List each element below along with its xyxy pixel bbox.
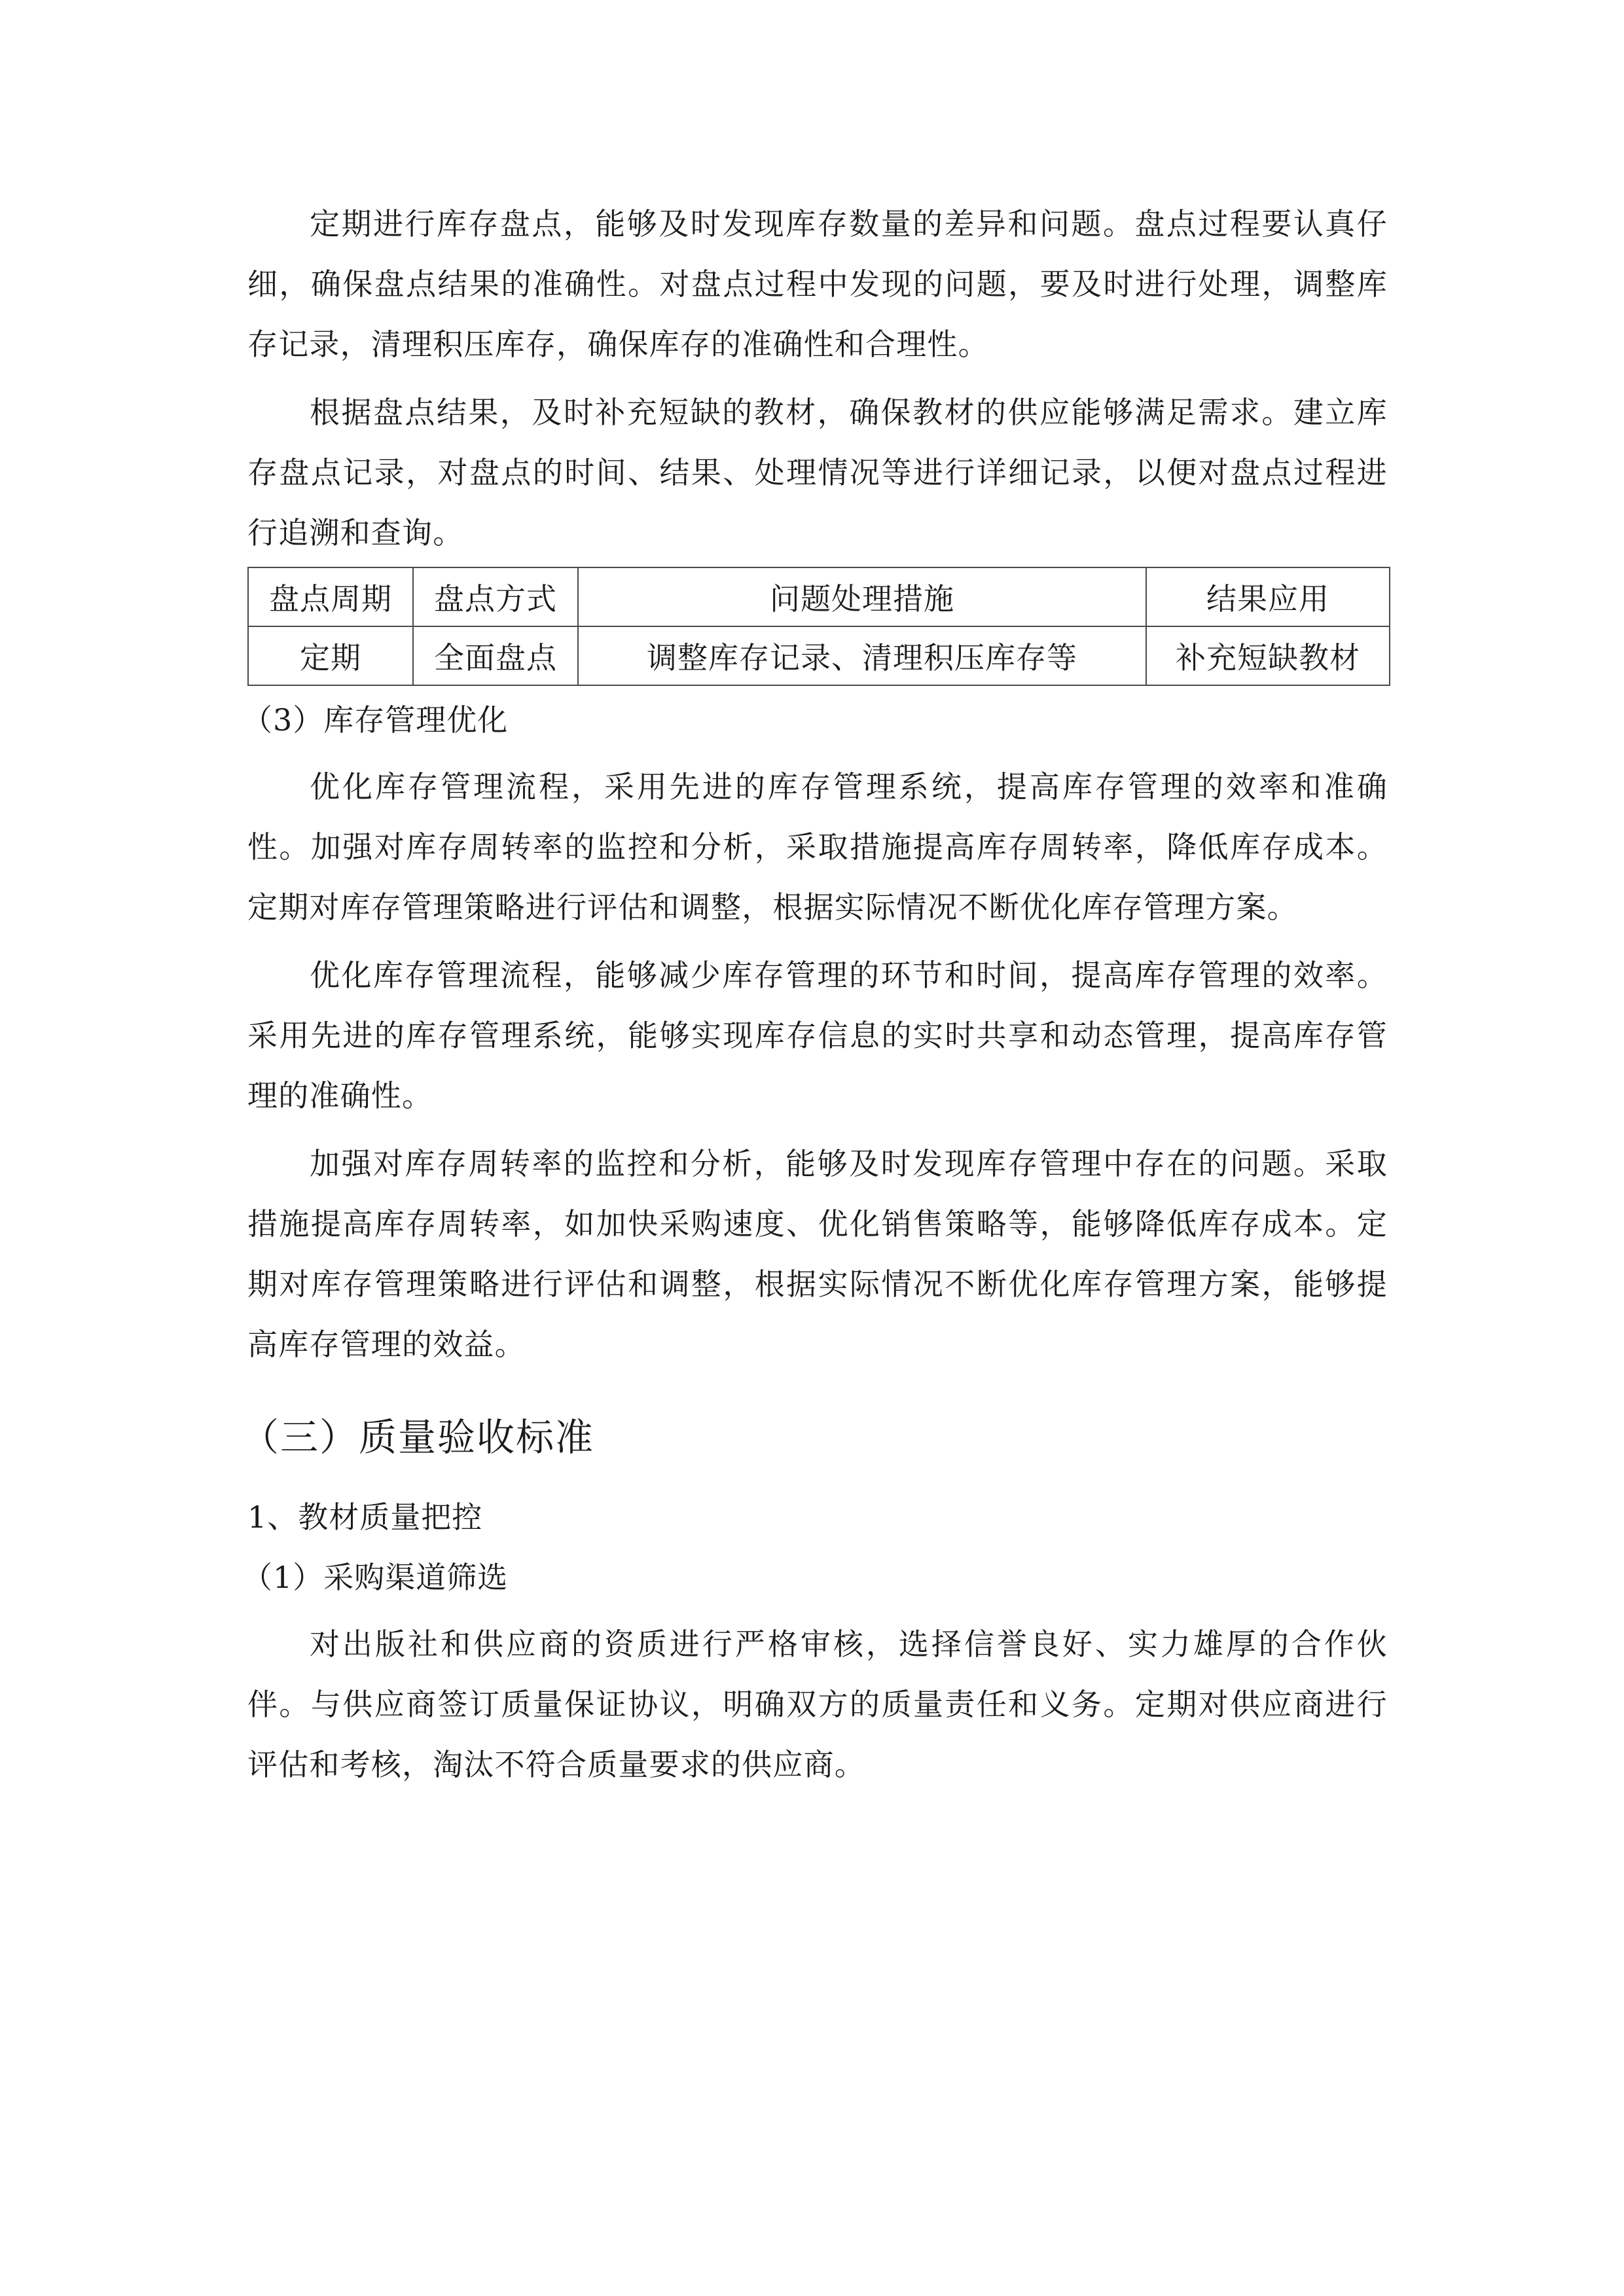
paragraph-optimize-process: 优化库存管理流程，采用先进的库存管理系统，提高库存管理的效率和准确性。加强对库存周转率的监控和分析，采取措施提高库存周转率，降低库存成本。定期对库存管理策略进行评估和调整，根据实际情况不断优化库存管理方案。 — [247, 769, 1388, 925]
table-header-cell: 结果应用 — [1146, 567, 1390, 626]
table-row — [248, 626, 1390, 685]
inventory-check-table — [247, 567, 1390, 686]
heading-quality-standards: （三）质量验收标准 — [241, 1415, 595, 1460]
table-header-cell: 盘点周期 — [248, 567, 413, 626]
document-page — [241, 194, 1388, 1795]
table-header-cell: 问题处理措施 — [578, 567, 1146, 626]
table-cell: 补充短缺教材 — [1146, 626, 1390, 685]
table-cell: 调整库存记录、清理积压库存等 — [578, 626, 1146, 685]
table-header-cell: 盘点方式 — [413, 567, 578, 626]
heading-material-quality-control: 1、教材质量把控 — [247, 1499, 483, 1535]
paragraph-process-efficiency: 优化库存管理流程，能够减少库存管理的环节和时间，提高库存管理的效率。采用先进的库存管理系统，能够实现库存信息的实时共享和动态管理，提高库存管理的准确性。 — [247, 958, 1388, 1113]
paragraph-supplier-review: 对出版社和供应商的资质进行严格审核，选择信誉良好、实力雄厚的合作伙伴。与供应商签订质量保证协议，明确双方的质量责任和义务。定期对供应商进行评估和考核，淘汰不符合质量要求的供应商。 — [247, 1626, 1388, 1782]
paragraph-inventory-record: 根据盘点结果，及时补充短缺的教材，确保教材的供应能够满足需求。建立库存盘点记录，对盘点的时间、结果、处理情况等进行详细记录，以便对盘点过程进行追溯和查询。 — [247, 395, 1388, 550]
table-cell: 定期 — [248, 626, 413, 685]
paragraph-inventory-check: 定期进行库存盘点，能够及时发现库存数量的差异和问题。盘点过程要认真仔细，确保盘点结果的准确性。对盘点过程中发现的问题，要及时进行处理，调整库存记录，清理积压库存，确保库存的准确性和合理性。 — [247, 206, 1388, 362]
table-cell: 全面盘点 — [413, 626, 578, 685]
paragraph-turnover-monitoring: 加强对库存周转率的监控和分析，能够及时发现库存管理中存在的问题。采取措施提高库存周转率，如加快采购速度、优化销售策略等，能够降低库存成本。定期对库存管理策略进行评估和调整，根据实际情况不断优化库存管理方案，能够提高库存管理的效益。 — [247, 1146, 1388, 1362]
table-header-row — [248, 567, 1390, 626]
heading-inventory-optimization: （3）库存管理优化 — [242, 702, 509, 738]
heading-procurement-channel: （1）采购渠道筛选 — [242, 1560, 509, 1595]
